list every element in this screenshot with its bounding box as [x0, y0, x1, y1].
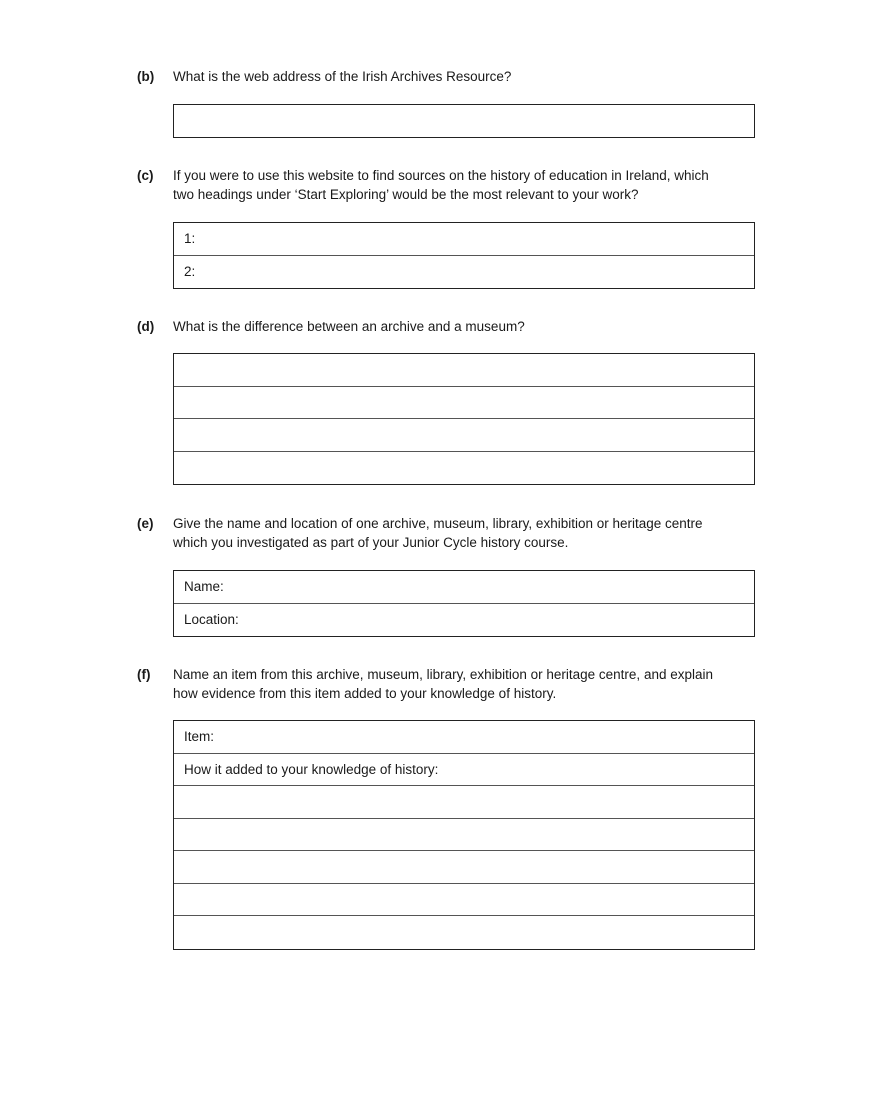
question-text-line: which you investigated as part of your Junior Cycle history course.: [173, 535, 569, 550]
question-text-line: What is the web address of the Irish Archives Resource?: [173, 69, 512, 84]
answer-field-location[interactable]: Location:: [184, 611, 239, 627]
answer-line[interactable]: [174, 354, 754, 387]
question-text: [173, 665, 773, 703]
answer-field-knowledge[interactable]: How it added to your knowledge of history:: [174, 754, 754, 787]
question-label: (d): [137, 319, 155, 334]
answer-box-c: [173, 222, 755, 289]
answer-line[interactable]: [174, 916, 754, 949]
question-text-line: two headings under ‘Start Exploring’ would be the most relevant to your work?: [173, 187, 639, 202]
answer-field-2[interactable]: 2:: [184, 263, 196, 279]
answer-line[interactable]: [174, 819, 754, 852]
answer-line[interactable]: [174, 419, 754, 452]
question-text: [173, 166, 773, 204]
answer-line[interactable]: [174, 884, 754, 917]
question-label: (f): [137, 667, 151, 682]
question-text-line: If you were to use this website to find sources on the history of education in Ireland, which: [173, 168, 709, 183]
question-text: [173, 67, 773, 86]
question-text-line: how evidence from this item added to your knowledge of history.: [173, 686, 557, 701]
answer-line[interactable]: [174, 851, 754, 884]
answer-line[interactable]: [174, 387, 754, 420]
answer-field-1[interactable]: 1:: [174, 223, 754, 256]
answer-line[interactable]: [174, 452, 754, 485]
answer-box-e: [173, 570, 755, 637]
question-text-line: Give the name and location of one archive, museum, library, exhibition or heritage centre: [173, 516, 703, 531]
question-label: (e): [137, 516, 154, 531]
answer-field-name[interactable]: Name:: [174, 571, 754, 604]
answer-box-b: [173, 104, 755, 138]
answer-box-d: [173, 353, 755, 485]
answer-field[interactable]: [174, 105, 754, 136]
question-text: [173, 514, 773, 552]
question-text: [173, 317, 773, 336]
answer-field-item[interactable]: Item:: [174, 721, 754, 754]
question-text-line: What is the difference between an archive and a museum?: [173, 319, 525, 334]
question-label: (b): [137, 69, 155, 84]
answer-line[interactable]: [174, 786, 754, 819]
answer-box-f: [173, 720, 755, 950]
question-text-line: Name an item from this archive, museum, library, exhibition or heritage centre, and explain: [173, 667, 713, 682]
question-label: (c): [137, 168, 154, 183]
